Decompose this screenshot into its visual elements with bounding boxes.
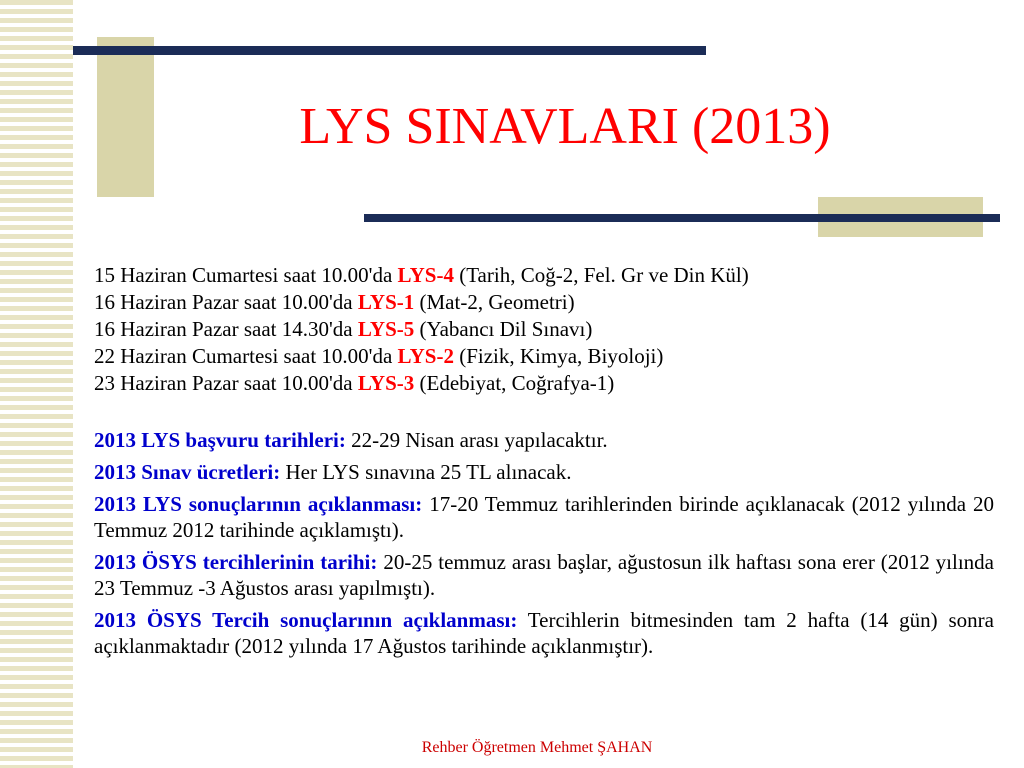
info-label: 2013 ÖSYS Tercih sonuçlarının açıklanması: — [94, 608, 518, 632]
schedule-time: 15 Haziran Cumartesi saat 10.00'da — [94, 263, 393, 287]
exam-subjects: (Edebiyat, Coğrafya-1) — [419, 371, 615, 395]
exam-subjects: (Fizik, Kimya, Biyoloji) — [459, 344, 664, 368]
info-text: 20-25 temmuz arası başlar, ağustosun ilk haftası sona erer (2012 yılında 23 Temmuz -3 Ağustos arası yapılmıştı). — [94, 550, 995, 600]
info-label: 2013 Sınav ücretleri: — [94, 460, 281, 484]
exam-schedule — [94, 262, 994, 397]
schedule-row — [94, 343, 994, 370]
exam-code: LYS-3 — [357, 371, 415, 395]
schedule-time: 23 Haziran Pazar saat 10.00'da — [94, 371, 353, 395]
info-text: Her LYS sınavına 25 TL alınacak. — [285, 460, 572, 484]
info-label: 2013 LYS başvuru tarihleri: — [94, 428, 346, 452]
info-text: 17-20 Temmuz tarihlerinden birinde açıklanacak (2012 yılında 20 Temmuz 2012 tarihinde açıklamıştı). — [94, 492, 995, 542]
info-label: 2013 LYS sonuçlarının açıklanması: — [94, 492, 423, 516]
schedule-time: 16 Haziran Pazar saat 14.30'da — [94, 317, 353, 341]
schedule-time: 16 Haziran Pazar saat 10.00'da — [94, 290, 353, 314]
info-item — [94, 491, 994, 543]
exam-code: LYS-2 — [397, 344, 454, 368]
decorative-line-bottom — [364, 214, 1000, 222]
info-item — [94, 549, 994, 601]
exam-subjects: (Tarih, Coğ-2, Fel. Gr ve Din Kül) — [459, 263, 749, 287]
info-item — [94, 427, 994, 453]
info-text: 22-29 Nisan arası yapılacaktır. — [351, 428, 608, 452]
exam-code: LYS-5 — [357, 317, 415, 341]
decorative-stripe-bar — [0, 0, 73, 768]
decorative-block-left — [97, 37, 154, 197]
footer-author: Rehber Öğretmen Mehmet ŞAHAN — [421, 739, 653, 756]
schedule-row — [94, 370, 994, 397]
info-text: Tercihlerin bitmesinden tam 2 hafta (14 gün) sonra açıklanmaktadır (2012 yılında 17 Ağustos tarihinde açıklanmıştır). — [94, 608, 994, 658]
info-item — [94, 459, 994, 485]
schedule-row — [94, 262, 994, 289]
exam-subjects: (Yabancı Dil Sınavı) — [419, 317, 593, 341]
schedule-row — [94, 316, 994, 343]
info-item — [94, 607, 994, 659]
exam-code: LYS-1 — [357, 290, 415, 314]
decorative-line-top — [73, 46, 706, 55]
slide-title: LYS SINAVLARI (2013) — [299, 98, 831, 155]
schedule-row — [94, 289, 994, 316]
exam-code: LYS-4 — [397, 263, 454, 287]
schedule-time: 22 Haziran Cumartesi saat 10.00'da — [94, 344, 393, 368]
exam-info — [94, 427, 994, 665]
info-label: 2013 ÖSYS tercihlerinin tarihi: — [94, 550, 378, 574]
exam-subjects: (Mat-2, Geometri) — [419, 290, 575, 314]
